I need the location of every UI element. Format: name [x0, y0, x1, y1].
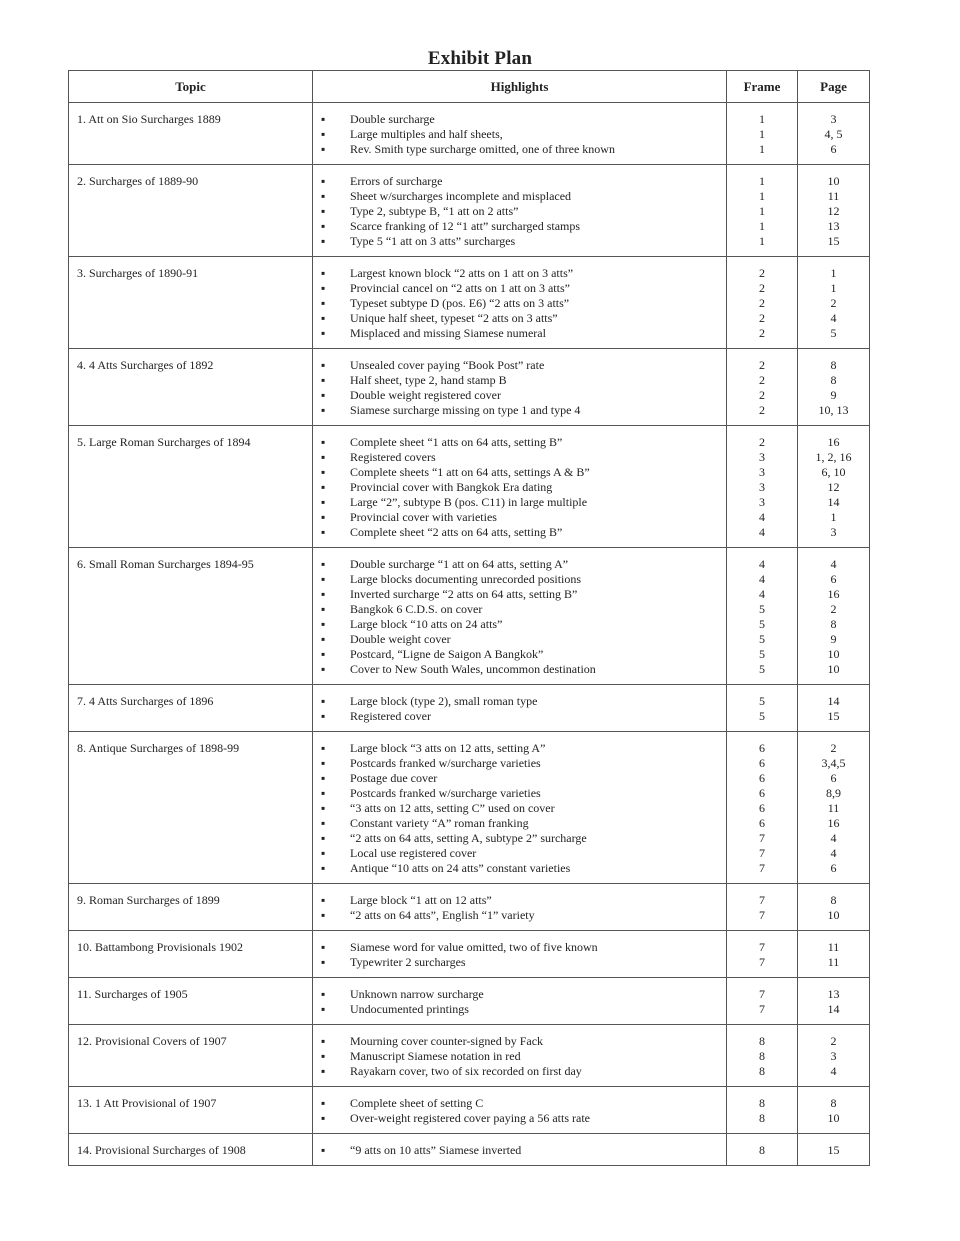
frame-number: 7	[759, 893, 765, 907]
frame-number: 8	[759, 1143, 765, 1157]
highlight-item: ▪ Unsealed cover paying “Book Post” rate	[321, 358, 718, 373]
frame-number: 7	[759, 831, 765, 845]
topic-cell: 8. Antique Surcharges of 1898-99	[69, 732, 313, 884]
page-number: 11	[827, 955, 840, 969]
frame-header: Frame	[727, 71, 798, 103]
frame-number: 4	[759, 510, 765, 524]
page-cell	[798, 349, 870, 426]
topic-cell: 11. Surcharges of 1905	[69, 978, 313, 1025]
frame-cell	[727, 349, 798, 426]
page-number: 2	[830, 1034, 837, 1048]
highlights-list	[321, 112, 718, 157]
frame-number: 6	[759, 786, 765, 800]
highlight-item: ▪ Largest known block “2 atts on 1 att on 3 atts”	[321, 266, 718, 281]
page-number: 4	[830, 831, 837, 845]
frame-cell	[727, 103, 798, 165]
highlight-item: ▪ Half sheet, type 2, hand stamp B	[321, 373, 718, 388]
table-row	[69, 257, 870, 349]
highlight-item: ▪ Large “2”, subtype B (pos. C11) in large multiple	[321, 495, 718, 510]
frame-number: 1	[759, 219, 765, 233]
page-number: 15	[827, 1143, 840, 1157]
frame-number: 3	[759, 495, 765, 509]
page-number: 14	[827, 495, 840, 509]
page-number: 10	[827, 908, 840, 922]
frame-number: 1	[759, 204, 765, 218]
frame-number: 6	[759, 771, 765, 785]
frame-number: 2	[759, 311, 765, 325]
highlight-item: ▪ Siamese word for value omitted, two of five known	[321, 940, 718, 955]
page-number: 10	[827, 174, 840, 188]
page-number: 4	[830, 1064, 837, 1078]
highlights-cell	[313, 884, 727, 931]
page-number: 16	[827, 435, 840, 449]
page-number: 8	[830, 617, 837, 631]
highlights-cell	[313, 426, 727, 548]
frame-number: 2	[759, 435, 765, 449]
exhibit-plan-table	[68, 70, 870, 1166]
page-number: 1, 2, 16	[815, 450, 852, 464]
table-row	[69, 931, 870, 978]
page-cell	[798, 257, 870, 349]
frame-number: 5	[759, 709, 765, 723]
page-number: 12	[827, 480, 840, 494]
table-row	[69, 1087, 870, 1134]
highlights-cell	[313, 1025, 727, 1087]
frame-cell	[727, 685, 798, 732]
highlight-item: ▪ Type 5 “1 att on 3 atts” surcharges	[321, 234, 718, 249]
frame-number: 7	[759, 1002, 765, 1016]
table-row	[69, 685, 870, 732]
page-number: 2	[830, 296, 837, 310]
page-number: 3	[830, 1049, 837, 1063]
highlight-item: ▪ Postcards franked w/surcharge varieties	[321, 756, 718, 771]
highlights-cell	[313, 978, 727, 1025]
page-number: 10	[827, 1111, 840, 1125]
highlight-item: ▪ Inverted surcharge “2 atts on 64 atts, setting B”	[321, 587, 718, 602]
highlight-item: ▪ Large multiples and half sheets,	[321, 127, 718, 142]
highlights-cell	[313, 1087, 727, 1134]
highlight-item: ▪ Misplaced and missing Siamese numeral	[321, 326, 718, 341]
page-number: 13	[827, 987, 840, 1001]
table-row	[69, 1134, 870, 1166]
topic-cell: 12. Provisional Covers of 1907	[69, 1025, 313, 1087]
frame-number: 5	[759, 617, 765, 631]
topic-header: Topic	[69, 71, 313, 103]
highlights-cell	[313, 349, 727, 426]
highlight-item: ▪ Typeset subtype D (pos. E6) “2 atts on 3 atts”	[321, 296, 718, 311]
highlights-cell	[313, 548, 727, 685]
frame-number: 5	[759, 647, 765, 661]
page-number: 2	[830, 602, 837, 616]
page-number: 8	[830, 893, 837, 907]
highlights-list	[321, 557, 718, 677]
frame-cell	[727, 1087, 798, 1134]
highlight-item: ▪ Typewriter 2 surcharges	[321, 955, 718, 970]
page-cell	[798, 103, 870, 165]
frame-number: 2	[759, 266, 765, 280]
highlight-item: ▪ Manuscript Siamese notation in red	[321, 1049, 718, 1064]
page-number: 4, 5	[824, 127, 843, 141]
table-row	[69, 165, 870, 257]
highlight-item: ▪ Postcards franked w/surcharge varieties	[321, 786, 718, 801]
highlight-item: ▪ Double surcharge “1 att on 64 atts, setting A”	[321, 557, 718, 572]
highlights-list	[321, 358, 718, 418]
page-number: 11	[827, 801, 840, 815]
highlight-item: ▪ Provincial cover with Bangkok Era dating	[321, 480, 718, 495]
frame-cell	[727, 978, 798, 1025]
highlights-list	[321, 1143, 718, 1158]
page-title: Exhibit Plan	[427, 48, 533, 69]
frame-cell	[727, 931, 798, 978]
table-row	[69, 349, 870, 426]
topic-cell: 7. 4 Atts Surcharges of 1896	[69, 685, 313, 732]
frame-number: 1	[759, 174, 765, 188]
highlight-item: ▪ Provincial cover with varieties	[321, 510, 718, 525]
highlight-item: ▪ Bangkok 6 C.D.S. on cover	[321, 602, 718, 617]
page-number: 3	[830, 525, 837, 539]
frame-number: 5	[759, 662, 765, 676]
frame-number: 1	[759, 142, 765, 156]
highlight-item: ▪ Constant variety “A” roman franking	[321, 816, 718, 831]
frame-number: 7	[759, 940, 765, 954]
frame-cell	[727, 165, 798, 257]
frame-number: 2	[759, 358, 765, 372]
highlight-item: ▪ Double weight registered cover	[321, 388, 718, 403]
frame-number: 2	[759, 403, 765, 417]
frame-number: 4	[759, 557, 765, 571]
page-cell	[798, 978, 870, 1025]
frame-number: 6	[759, 741, 765, 755]
page-number: 4	[830, 311, 837, 325]
highlight-item: ▪ Over-weight registered cover paying a 56 atts rate	[321, 1111, 718, 1126]
frame-number: 4	[759, 572, 765, 586]
page-number: 12	[827, 204, 840, 218]
frame-number: 2	[759, 388, 765, 402]
page-number: 6, 10	[821, 465, 846, 479]
frame-number: 1	[759, 234, 765, 248]
highlights-list	[321, 694, 718, 724]
frame-number: 3	[759, 480, 765, 494]
page-number: 1	[830, 510, 837, 524]
frame-number: 4	[759, 587, 765, 601]
page-number: 16	[827, 816, 840, 830]
topic-cell: 13. 1 Att Provisional of 1907	[69, 1087, 313, 1134]
highlight-item: ▪ Antique “10 atts on 24 atts” constant varieties	[321, 861, 718, 876]
highlights-list	[321, 741, 718, 876]
highlights-list	[321, 1096, 718, 1126]
highlight-item: ▪ Large block (type 2), small roman type	[321, 694, 718, 709]
page-number: 8	[830, 1096, 837, 1110]
page-number: 5	[830, 326, 837, 340]
highlights-cell	[313, 1134, 727, 1166]
page-number: 13	[827, 219, 840, 233]
highlight-item: ▪ Unique half sheet, typeset “2 atts on 3 atts”	[321, 311, 718, 326]
highlights-header: Highlights	[313, 71, 727, 103]
frame-number: 4	[759, 525, 765, 539]
page-number: 8	[830, 373, 837, 387]
frame-number: 8	[759, 1049, 765, 1063]
frame-number: 7	[759, 908, 765, 922]
frame-cell	[727, 426, 798, 548]
page-number: 2	[830, 741, 837, 755]
page-number: 6	[830, 572, 837, 586]
page-cell	[798, 732, 870, 884]
frame-number: 5	[759, 694, 765, 708]
page-cell	[798, 1025, 870, 1087]
frame-number: 2	[759, 296, 765, 310]
frame-number: 7	[759, 987, 765, 1001]
table-row	[69, 884, 870, 931]
highlight-item: ▪ Cover to New South Wales, uncommon destination	[321, 662, 718, 677]
page-number: 8	[830, 358, 837, 372]
page-cell	[798, 1087, 870, 1134]
highlights-cell	[313, 732, 727, 884]
highlight-item: ▪ Large blocks documenting unrecorded positions	[321, 572, 718, 587]
page-header: Page	[798, 71, 870, 103]
highlight-item: ▪ Complete sheet “2 atts on 64 atts, setting B”	[321, 525, 718, 540]
table-row	[69, 548, 870, 685]
frame-number: 7	[759, 955, 765, 969]
frame-number: 6	[759, 756, 765, 770]
highlights-cell	[313, 685, 727, 732]
frame-cell	[727, 732, 798, 884]
page-number: 16	[827, 587, 840, 601]
page-cell	[798, 548, 870, 685]
highlight-item: ▪ Provincial cancel on “2 atts on 1 att on 3 atts”	[321, 281, 718, 296]
topic-cell: 5. Large Roman Surcharges of 1894	[69, 426, 313, 548]
highlight-item: ▪ Unknown narrow surcharge	[321, 987, 718, 1002]
page-number: 14	[827, 1002, 840, 1016]
frame-number: 6	[759, 801, 765, 815]
highlight-item: ▪ Large block “3 atts on 12 atts, setting A”	[321, 741, 718, 756]
topic-cell: 9. Roman Surcharges of 1899	[69, 884, 313, 931]
topic-cell: 14. Provisional Surcharges of 1908	[69, 1134, 313, 1166]
highlights-cell	[313, 257, 727, 349]
frame-number: 5	[759, 632, 765, 646]
page-cell	[798, 884, 870, 931]
topic-cell: 1. Att on Sio Surcharges 1889	[69, 103, 313, 165]
highlight-item: ▪ “3 atts on 12 atts, setting C” used on cover	[321, 801, 718, 816]
highlights-cell	[313, 165, 727, 257]
highlight-item: ▪ Errors of surcharge	[321, 174, 718, 189]
highlight-item: ▪ Double weight cover	[321, 632, 718, 647]
highlight-item: ▪ Double surcharge	[321, 112, 718, 127]
highlight-item: ▪ Postcard, “Ligne de Saigon A Bangkok”	[321, 647, 718, 662]
frame-number: 2	[759, 326, 765, 340]
page-number: 11	[827, 189, 840, 203]
page-number: 4	[830, 557, 837, 571]
frame-cell	[727, 548, 798, 685]
frame-number: 8	[759, 1096, 765, 1110]
highlight-item: ▪ “2 atts on 64 atts”, English “1” variety	[321, 908, 718, 923]
page-cell	[798, 1134, 870, 1166]
page-number: 6	[830, 142, 837, 156]
highlight-item: ▪ Postage due cover	[321, 771, 718, 786]
highlight-item: ▪ Large block “10 atts on 24 atts”	[321, 617, 718, 632]
page-number: 6	[830, 771, 837, 785]
highlight-item: ▪ Rev. Smith type surcharge omitted, one of three known	[321, 142, 718, 157]
page-number: 15	[827, 709, 840, 723]
highlights-cell	[313, 931, 727, 978]
page-number: 1	[830, 281, 837, 295]
frame-number: 8	[759, 1034, 765, 1048]
page-number: 3,4,5	[821, 756, 846, 770]
frame-number: 1	[759, 112, 765, 126]
highlight-item: ▪ Sheet w/surcharges incomplete and misplaced	[321, 189, 718, 204]
highlight-item: ▪ Complete sheet “1 atts on 64 atts, setting B”	[321, 435, 718, 450]
frame-cell	[727, 1134, 798, 1166]
highlights-cell	[313, 103, 727, 165]
frame-number: 8	[759, 1064, 765, 1078]
page-number: 15	[827, 234, 840, 248]
highlight-item: ▪ Undocumented printings	[321, 1002, 718, 1017]
highlight-item: ▪ Local use registered cover	[321, 846, 718, 861]
frame-number: 3	[759, 465, 765, 479]
page-cell	[798, 165, 870, 257]
highlight-item: ▪ Type 2, subtype B, “1 att on 2 atts”	[321, 204, 718, 219]
page-number: 3	[830, 112, 837, 126]
frame-number: 2	[759, 281, 765, 295]
topic-cell: 4. 4 Atts Surcharges of 1892	[69, 349, 313, 426]
frame-cell	[727, 257, 798, 349]
header-row	[69, 71, 870, 103]
topic-cell: 6. Small Roman Surcharges 1894-95	[69, 548, 313, 685]
highlights-list	[321, 174, 718, 249]
frame-number: 1	[759, 189, 765, 203]
highlight-item: ▪ Siamese surcharge missing on type 1 and type 4	[321, 403, 718, 418]
highlights-list	[321, 940, 718, 970]
frame-number: 2	[759, 373, 765, 387]
frame-cell	[727, 1025, 798, 1087]
frame-number: 5	[759, 602, 765, 616]
page-number: 4	[830, 846, 837, 860]
table-row	[69, 103, 870, 165]
page-number: 10, 13	[818, 403, 849, 417]
frame-number: 3	[759, 450, 765, 464]
highlight-item: ▪ Scarce franking of 12 “1 att” surcharged stamps	[321, 219, 718, 234]
frame-number: 6	[759, 816, 765, 830]
page-cell	[798, 685, 870, 732]
highlights-list	[321, 435, 718, 540]
page-number: 10	[827, 647, 840, 661]
frame-number: 1	[759, 127, 765, 141]
page-number: 9	[830, 632, 837, 646]
highlight-item: ▪ Complete sheets “1 att on 64 atts, settings A & B”	[321, 465, 718, 480]
table-row	[69, 426, 870, 548]
highlights-list	[321, 1034, 718, 1079]
highlight-item: ▪ Complete sheet of setting C	[321, 1096, 718, 1111]
highlights-list	[321, 893, 718, 923]
highlight-item: ▪ “2 atts on 64 atts, setting A, subtype 2” surcharge	[321, 831, 718, 846]
page-cell	[798, 931, 870, 978]
page-number: 10	[827, 662, 840, 676]
page-number: 14	[827, 694, 840, 708]
page-number: 9	[830, 388, 837, 402]
table-row	[69, 978, 870, 1025]
page-cell	[798, 426, 870, 548]
page-number: 11	[827, 940, 840, 954]
topic-cell: 2. Surcharges of 1889-90	[69, 165, 313, 257]
topic-cell: 3. Surcharges of 1890-91	[69, 257, 313, 349]
table-row	[69, 1025, 870, 1087]
frame-number: 7	[759, 861, 765, 875]
highlights-list	[321, 266, 718, 341]
page-number: 6	[830, 861, 837, 875]
highlights-list	[321, 987, 718, 1017]
highlight-item: ▪ Mourning cover counter-signed by Fack	[321, 1034, 718, 1049]
highlight-item: ▪ Rayakarn cover, two of six recorded on first day	[321, 1064, 718, 1079]
highlight-item: ▪ Registered cover	[321, 709, 718, 724]
page-number: 1	[830, 266, 837, 280]
topic-cell: 10. Battambong Provisionals 1902	[69, 931, 313, 978]
highlight-item: ▪ “9 atts on 10 atts” Siamese inverted	[321, 1143, 718, 1158]
frame-number: 8	[759, 1111, 765, 1125]
table-body	[69, 103, 870, 1166]
highlight-item: ▪ Large block “1 att on 12 atts”	[321, 893, 718, 908]
table-row	[69, 732, 870, 884]
page-number: 8,9	[826, 786, 841, 800]
highlight-item: ▪ Registered covers	[321, 450, 718, 465]
frame-number: 7	[759, 846, 765, 860]
frame-cell	[727, 884, 798, 931]
